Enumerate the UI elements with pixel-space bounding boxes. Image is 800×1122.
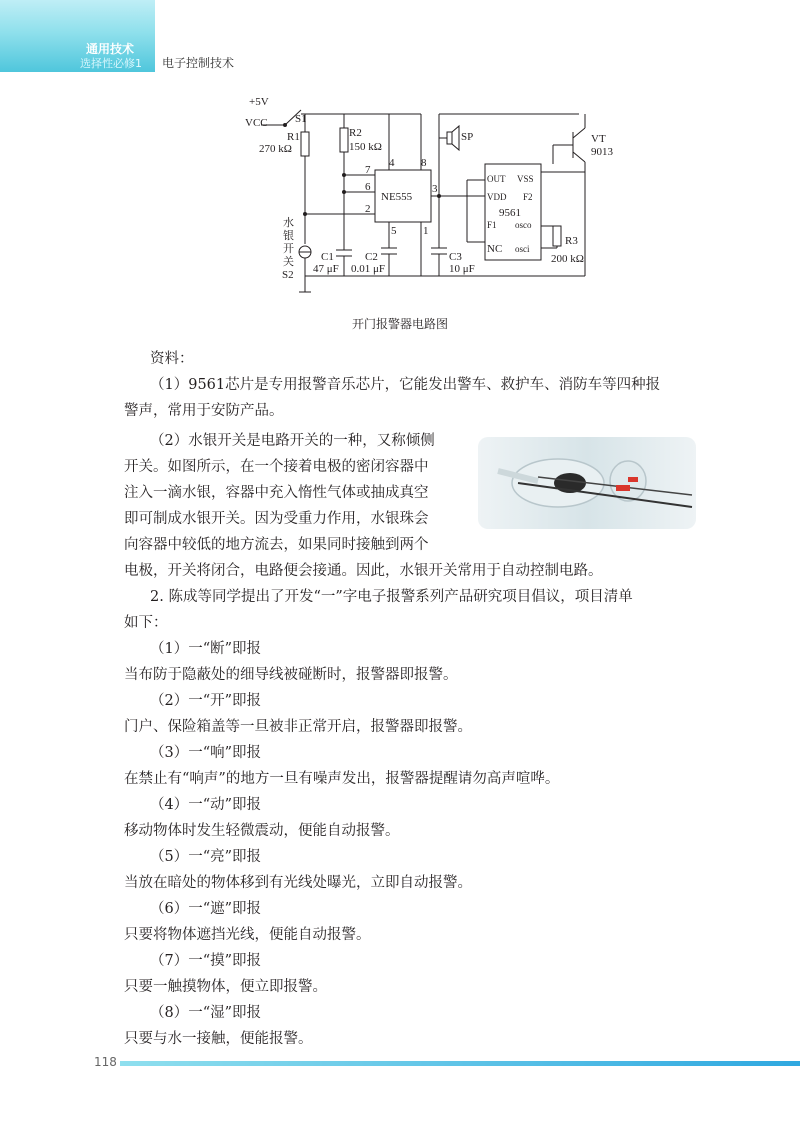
para-line: 开关。如图所示，在一个接着电极的密闭容器中 [124, 459, 429, 475]
r3-name: R3 [565, 235, 578, 247]
c2-value: 0.01 μF [351, 263, 386, 275]
mercury-label-1: 水 [283, 217, 294, 229]
r2-name: R2 [349, 127, 362, 139]
mercury-switch-icon [478, 437, 696, 529]
vcc-sub: VCC [245, 117, 268, 129]
r3-value: 200 kΩ [551, 253, 584, 265]
pin6: 6 [365, 181, 371, 193]
para-line: （1）9561芯片是专用报警音乐芯片，它能发出警车、救护车、消防车等四种报 [150, 377, 661, 393]
mercury-label-4: 关 [283, 256, 294, 268]
chip-label: 9561 [499, 207, 521, 219]
f1-pin: F1 [487, 220, 497, 230]
r1-name: R1 [287, 131, 300, 143]
para-line: 即可制成水银开关。因为受重力作用，水银珠会 [124, 511, 429, 527]
para-line: 向容器中较低的地方流去，如果同时接触到两个 [124, 537, 429, 553]
list-item-title: （5）一“亮”即报 [150, 849, 262, 865]
figure-caption: 开门报警器电路图 [351, 317, 448, 331]
c3-value: 10 μF [449, 263, 475, 275]
ne555-label: NE555 [381, 191, 413, 203]
osco-pin: osco [515, 220, 532, 230]
c3-name: C3 [449, 251, 462, 263]
resistor-r1 [301, 132, 309, 156]
footer-bar [120, 1061, 800, 1066]
list-item-title: （8）一“湿”即报 [150, 1005, 262, 1021]
vt-label: VT [591, 133, 606, 145]
pin1: 1 [423, 225, 429, 237]
para-heading: 资料： [150, 351, 194, 367]
mercury-label-5: S2 [282, 269, 294, 281]
list-item-title: （7）一“摸”即报 [150, 953, 262, 969]
mercury-label-2: 银 [283, 230, 294, 242]
speaker-sp [447, 132, 452, 144]
list-item-desc: 在禁止有“响声”的地方一旦有噪声发出，报警器提醒请勿高声喧哗。 [124, 771, 560, 787]
c1-value: 47 μF [313, 263, 339, 275]
pin3: 3 [432, 183, 438, 195]
r1-value: 270 kΩ [259, 143, 292, 155]
list-item-desc: 当布防于隐蔽处的细导线被碰断时，报警器即报警。 [124, 667, 458, 683]
para-line: 电极，开关将闭合，电路便会接通。因此，水银开关常用于自动控制电路。 [124, 563, 603, 579]
para-line: 注入一滴水银，容器中充入惰性气体或抽成真空 [124, 485, 429, 501]
para-line: 警声，常用于安防产品。 [124, 403, 284, 419]
list-item-desc: 移动物体时发生轻微震动，便能自动报警。 [124, 823, 400, 839]
vt-model: 9013 [591, 146, 613, 158]
pin5: 5 [391, 225, 397, 237]
c2-name: C2 [365, 251, 378, 263]
r2-value: 150 kΩ [349, 141, 382, 153]
resistor-r2 [340, 128, 348, 152]
vss-pin: VSS [517, 174, 534, 184]
list-item-title: （4）一“动”即报 [150, 797, 262, 813]
book-subtitle: 选择性必修1 [80, 57, 142, 70]
osci-pin: osci [515, 244, 530, 254]
mercury-switch-photo [478, 437, 696, 529]
list-item-desc: 只要与水一接触，便能报警。 [124, 1031, 313, 1047]
list-item-desc: 只要将物体遮挡光线，便能自动报警。 [124, 927, 371, 943]
list-item-desc: 当放在暗处的物体移到有光线处曝光，立即自动报警。 [124, 875, 472, 891]
para-line: 2. 陈成等同学提出了开发“一”字电子报警系列产品研究项目倡议，项目清单 [150, 589, 633, 605]
list-item-title: （2）一“开”即报 [150, 693, 262, 709]
list-item-title: （1）一“断”即报 [150, 641, 262, 657]
pin2: 2 [365, 203, 371, 215]
page-number: 118 [94, 1055, 117, 1069]
pin8: 8 [421, 157, 427, 169]
para-line: （2）水银开关是电路开关的一种，又称倾侧 [150, 433, 435, 449]
circuit-diagram [235, 92, 615, 307]
list-item-desc: 只要一触摸物体，便立即报警。 [124, 979, 327, 995]
out-pin: OUT [487, 174, 506, 184]
sp-label: SP [461, 131, 474, 143]
vcc-label: +5V [249, 96, 269, 108]
nc-label: NC [487, 243, 503, 255]
list-item-desc: 门户、保险箱盖等一旦被非正常开启，报警器即报警。 [124, 719, 472, 735]
pin7: 7 [365, 164, 371, 176]
mercury-label-3: 开 [283, 243, 294, 255]
resistor-r3 [553, 226, 561, 246]
f2-pin: F2 [523, 192, 533, 202]
list-item-title: （3）一“响”即报 [150, 745, 262, 761]
chapter-title: 电子控制技术 [162, 56, 235, 70]
s1-label: S1 [295, 113, 307, 125]
list-item-title: （6）一“遮”即报 [150, 901, 262, 917]
pin4: 4 [389, 157, 395, 169]
vdd-pin: VDD [487, 192, 507, 202]
para-line: 如下： [124, 615, 168, 631]
c1-name: C1 [321, 251, 334, 263]
book-title: 通用技术 [86, 42, 135, 56]
